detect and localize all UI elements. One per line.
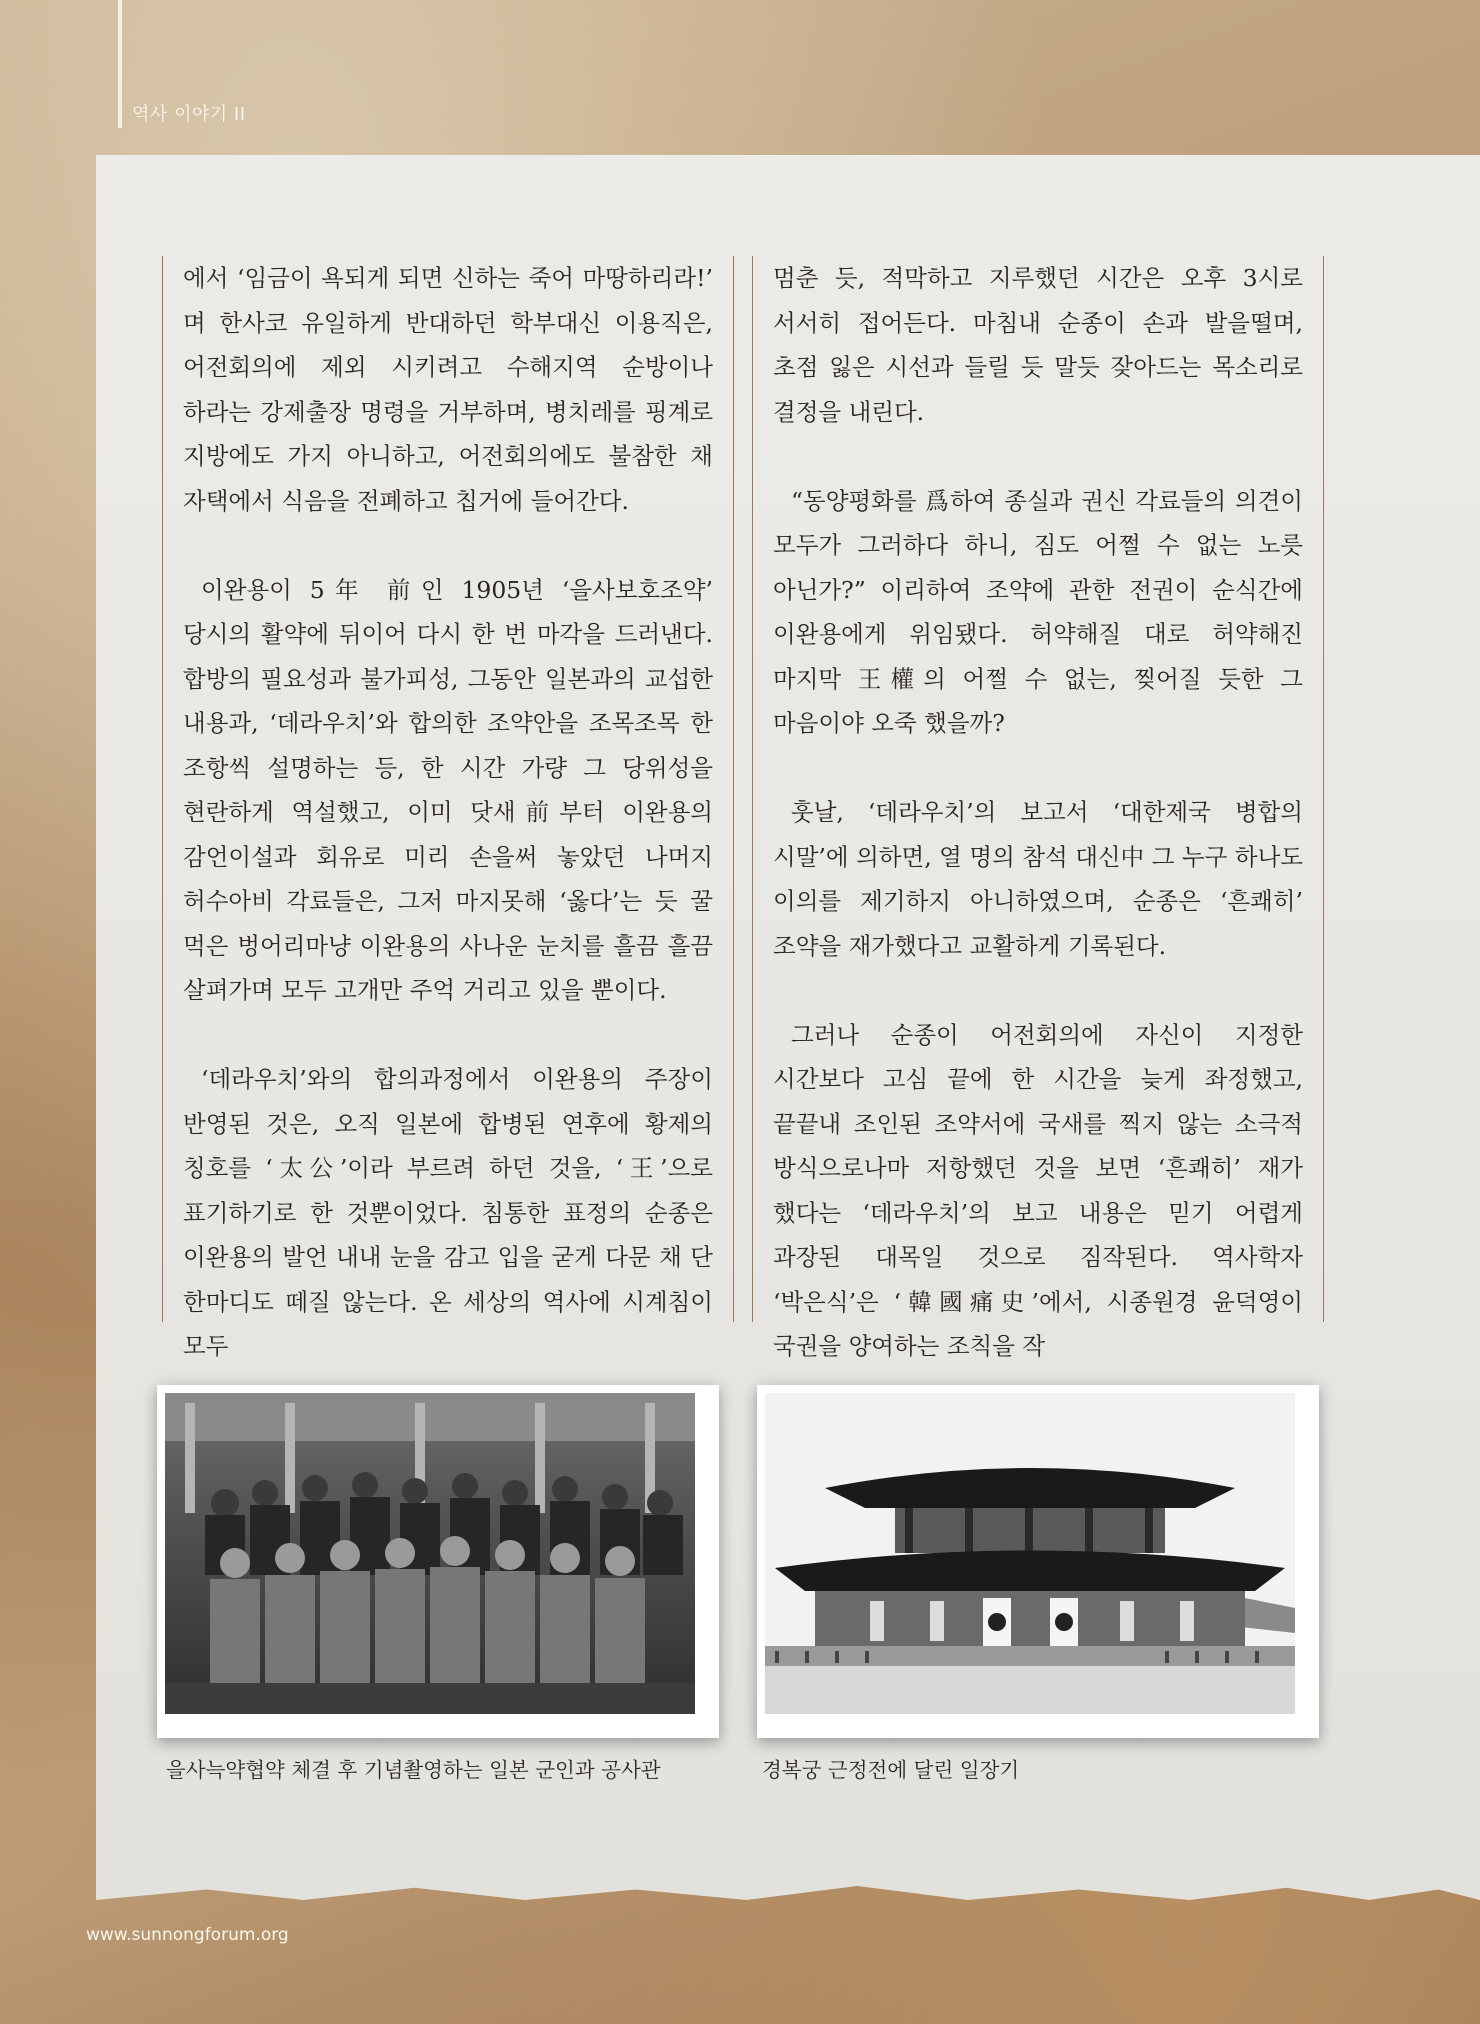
left-paragraph-1: 에서 ‘임금이 욕되게 되면 신하는 죽어 마땅하리라!’ 며 한사코 유일하게 반대하던 학부대신 이용직은, 어전회의에 제외 시키려고 수해지역 순방이나 하라는 강제출장 명령을 거부하며, 병치레를 핑계로 지방에도 가지 아니하고, 어전회의에도 불참한 채 자택에서 식음을 전폐하고 칩거에 들어간다. xyxy=(183,264,713,515)
photo-caption-2: 경복궁 근정전에 달린 일장기 xyxy=(762,1758,1020,1782)
group-photo xyxy=(157,1385,719,1738)
right-paragraph-3: 훗날, ‘데라우치’의 보고서 ‘대한제국 병합의 시말’에 의하면, 열 명의 참석 대신中 그 누구 하나도 이의를 제기하지 아니하였으며, 순종은 ‘흔쾌히’ 조약을 재가했다고 교활하게 기록된다. xyxy=(773,798,1303,960)
photo-caption-1: 을사늑약협약 체결 후 기념촬영하는 일본 군인과 공사관 xyxy=(166,1758,661,1782)
section-label: 역사 이야기 II xyxy=(132,104,246,125)
footer-url: www.sunnongforum.org xyxy=(86,1925,289,1945)
left-text-column xyxy=(162,256,734,1360)
right-paragraph-2: “동양평화를 爲하여 종실과 권신 각료들의 의견이 모두가 그러하다 하니, 짐도 어쩔 수 없는 노릇 아닌가?” 이리하여 조약에 관한 전권이 순식간에 이완용에게 위임됐다. 허약해질 대로 허약해진 마지막 王權의 어쩔 수 없는, 찢어질 듯한 그 마음이야 오죽 했을까? xyxy=(773,486,1303,737)
palace-photo xyxy=(757,1385,1319,1738)
right-paragraph-4: 그러나 순종이 어전회의에 자신이 지정한 시간보다 고심 끝에 한 시간을 늦게 좌정했고, 끝끝내 조인된 조약서에 국새를 찍지 않는 소극적 방식으로나마 저항했던 것을 보면 ‘흔쾌히’ 재가 했다는 ‘데라우치’의 보고 내용은 믿기 어렵게 과장된 대목일 것으로 짐작된다. 역사학자 ‘박은식’은 ‘韓國痛史’에서, 시종원경 윤덕영이 국권을 양여하는 조칙을 작 xyxy=(773,1020,1303,1360)
left-paragraph-2: 이완용이 5年 前인 1905년 ‘을사보호조약’ 당시의 활약에 뒤이어 다시 한 번 마각을 드러낸다. 합방의 필요성과 불가피성, 그동안 일본과의 교섭한 내용과, ‘데라우치’와 합의한 조약안을 조목조목 한 조항씩 설명하는 등, 한 시간 가량 그 당위성을 현란하게 역설했고, 이미 닷새前부터 이완용의 감언이설과 회유로 미리 손을써 놓았던 나머지 허수아비 각료들은, 그저 마지못해 ‘옳다’는 듯 꿀 먹은 벙어리마냥 이완용의 사나운 눈치를 흘끔 흘끔 살펴가며 모두 고개만 주억 거리고 있을 뿐이다. xyxy=(183,575,713,1004)
right-text-column xyxy=(752,256,1324,1360)
left-paragraph-3: ‘데라우치’와의 합의과정에서 이완용의 주장이 반영된 것은, 오직 일본에 합병된 연후에 황제의 칭호를 ‘太公’이라 부르려 하던 것을, ‘王’으로 표기하기로 한 것뿐이었다. 침통한 표정의 순종은 이완용의 발언 내내 눈을 감고 입을 굳게 다문 채 단 한마디도 떼질 않는다. 온 세상의 역사에 시계침이 모두 xyxy=(183,1065,713,1360)
header-rule xyxy=(118,0,122,128)
right-paragraph-1: 멈춘 듯, 적막하고 지루했던 시간은 오후 3시로 서서히 접어든다. 마침내 순종이 손과 발을떨며, 초점 잃은 시선과 들릴 듯 말듯 잦아드는 목소리로 결정을 내린다. xyxy=(773,264,1303,426)
